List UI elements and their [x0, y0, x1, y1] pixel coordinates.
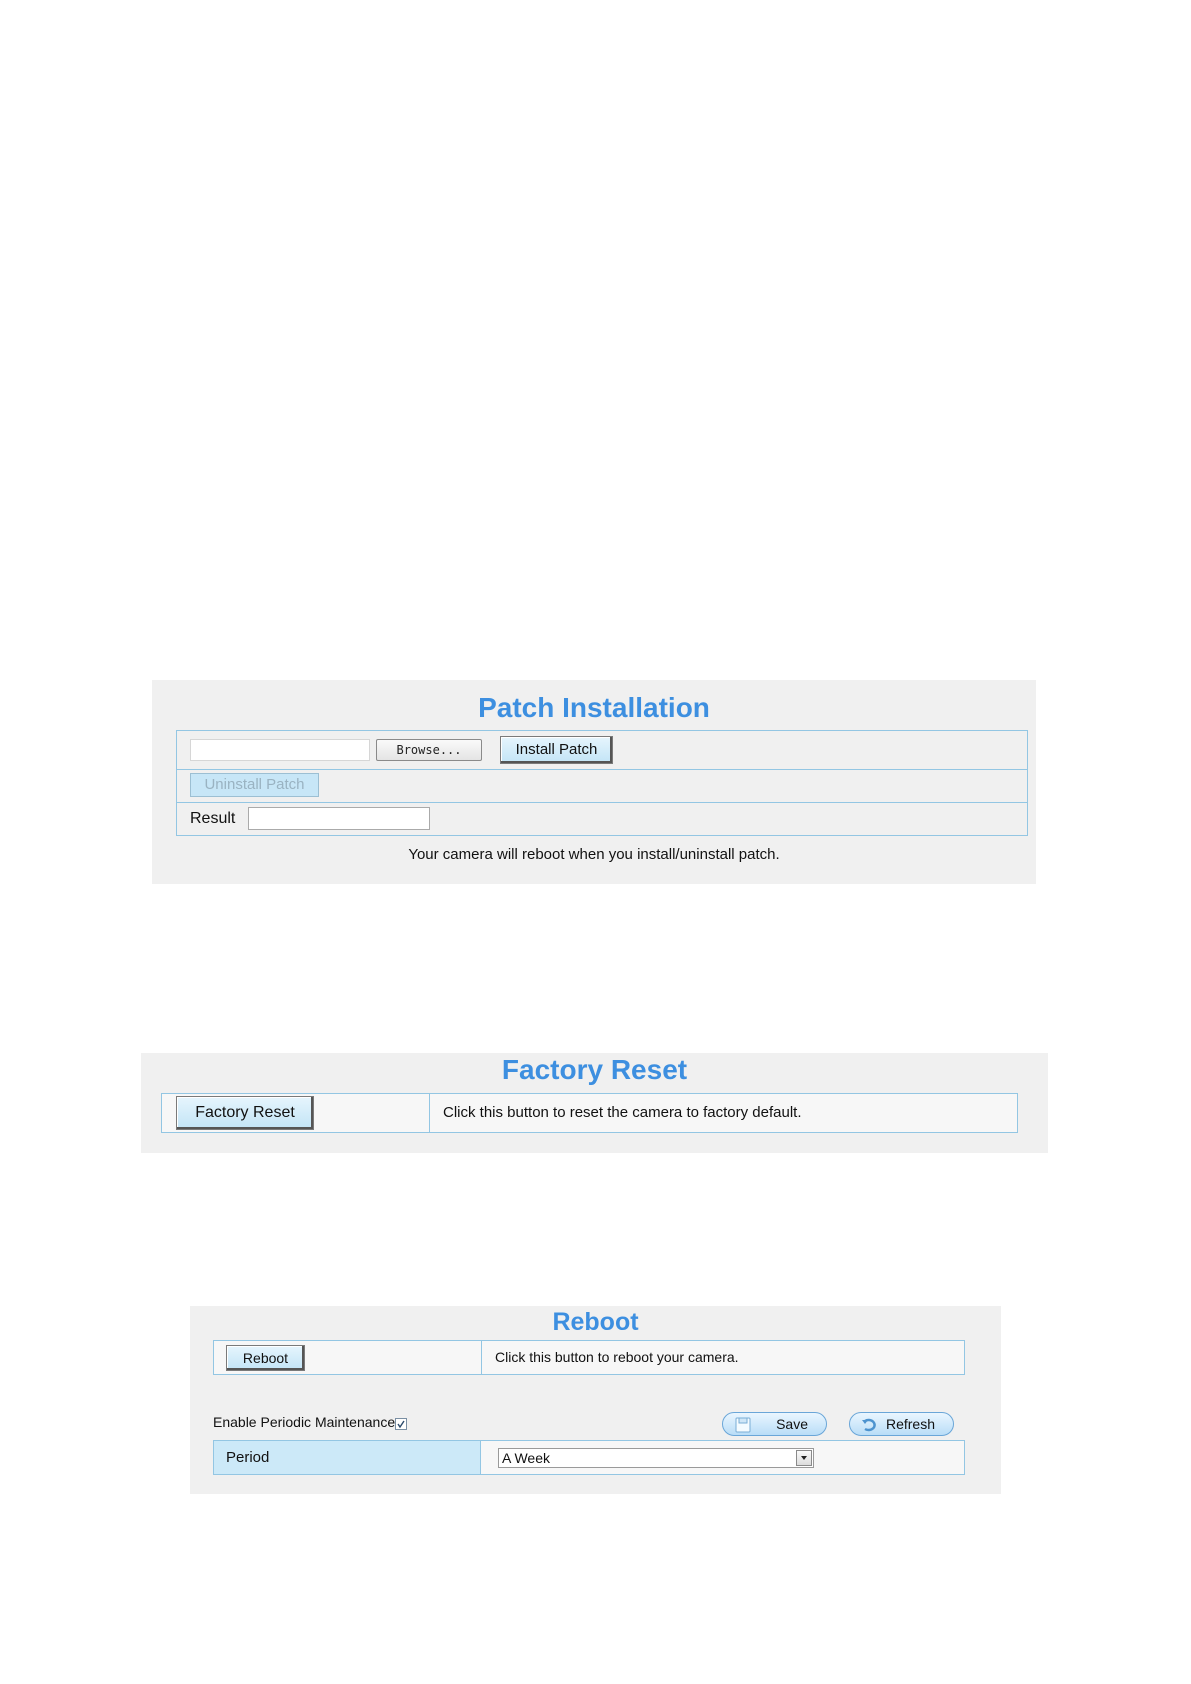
save-button[interactable]: [722, 1412, 827, 1436]
patch-file-input[interactable]: [190, 739, 370, 761]
patch-installation-panel: [152, 680, 1036, 884]
period-row: [213, 1440, 965, 1475]
result-field: [248, 807, 430, 830]
install-patch-button[interactable]: Install Patch: [500, 736, 613, 764]
factory-reset-panel: [141, 1053, 1048, 1153]
reboot-button[interactable]: Reboot: [226, 1345, 305, 1371]
patch-form-box: [176, 730, 1028, 836]
refresh-arrow-icon: [860, 1417, 880, 1433]
floppy-disk-icon: [733, 1417, 753, 1433]
factory-reset-description: Click this button to reset the camera to factory default.: [443, 1104, 802, 1121]
save-label: Save: [776, 1416, 808, 1432]
browse-button[interactable]: Browse...: [376, 739, 482, 761]
factory-reset-title: Factory Reset: [501, 1054, 688, 1085]
dropdown-arrow-button[interactable]: [796, 1450, 812, 1466]
checkmark-icon: [396, 1419, 406, 1429]
factory-reset-divider: [429, 1094, 430, 1132]
reboot-box: [213, 1340, 965, 1375]
patch-row-uninstall: [177, 769, 1027, 803]
patch-reboot-note: Your camera will reboot when you install/uninstall patch.: [408, 846, 780, 863]
periodic-maintenance-checkbox[interactable]: [395, 1418, 407, 1430]
factory-reset-button[interactable]: Factory Reset: [176, 1096, 314, 1130]
patch-installation-title: Patch Installation: [478, 692, 710, 723]
period-label-cell: [214, 1441, 481, 1474]
reboot-divider: [481, 1341, 482, 1374]
factory-reset-box: [161, 1093, 1018, 1133]
period-select[interactable]: [498, 1448, 814, 1468]
patch-row-result: [177, 802, 1027, 836]
period-label: Period: [226, 1449, 270, 1466]
chevron-down-icon: [797, 1451, 811, 1465]
periodic-maintenance-label: Enable Periodic Maintenance: [213, 1414, 396, 1430]
refresh-button[interactable]: [849, 1412, 954, 1436]
result-label: Result: [190, 810, 236, 827]
refresh-label: Refresh: [885, 1416, 935, 1432]
reboot-panel: [190, 1306, 1001, 1494]
period-select-value: A Week: [502, 1450, 550, 1466]
reboot-description: Click this button to reboot your camera.: [495, 1349, 739, 1365]
reboot-title: Reboot: [552, 1308, 639, 1336]
uninstall-patch-button[interactable]: Uninstall Patch: [190, 773, 319, 797]
